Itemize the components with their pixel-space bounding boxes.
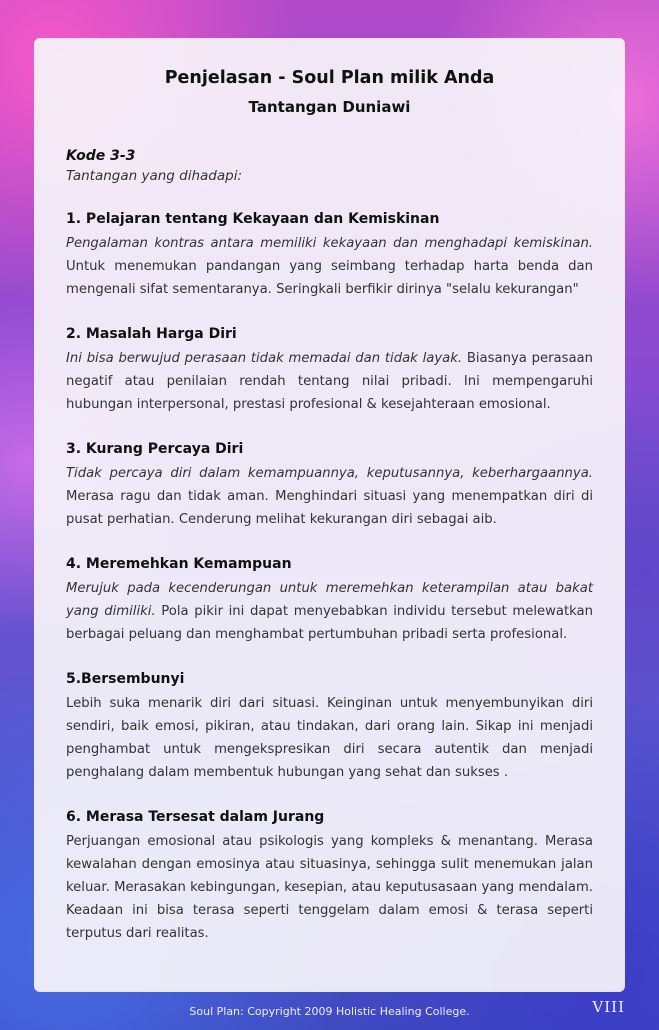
section-underestimating xyxy=(66,553,593,646)
page-number: VIII xyxy=(592,998,625,1016)
section-body xyxy=(66,577,593,646)
section-italic-text: Merujuk pada kecenderungan untuk meremehkan keterampilan atau bakat yang dimiliki. xyxy=(66,581,593,619)
section-italic-text: Tidak percaya diri dalam kemampuannya, keputusannya, keberhargaannya. xyxy=(66,466,593,481)
section-text: Lebih suka menarik diri dari situasi. Keinginan untuk menyembunyikan diri sendiri, baik emosi, pikiran, atau tindakan, dari orang lain. Sikap ini menjadi penghambat untuk mengekspresikan diri secara autentik dan menjadi penghalang dalam membentuk hubungan yang sehat dan sukses . xyxy=(66,696,593,780)
page-subtitle: Tantangan Duniawi xyxy=(248,98,411,116)
section-heading: 6. Merasa Tersesat dalam Jurang xyxy=(66,809,325,825)
section-heading: 5.Bersembunyi xyxy=(66,671,185,687)
section-text: Biasanya perasaan negatif atau penilaian rendah tentang nilai pribadi. Ini mempengaruhi hubungan interpersonal, prestasi profesional & kesejahteraan emosional. xyxy=(66,351,593,412)
section-heading: 4. Meremehkan Kemampuan xyxy=(66,556,292,572)
section-text: Untuk menemukan pandangan yang seimbang terhadap harta benda dan mengenali sifat sementaranya. Seringkali berfikir dirinya "selalu kekurangan" xyxy=(66,259,593,297)
section-body xyxy=(66,347,593,416)
section-heading: 1. Pelajaran tentang Kekayaan dan Kemiskinan xyxy=(66,211,440,227)
section-text: Merasa ragu dan tidak aman. Menghindari situasi yang menempatkan diri di pusat perhatian. Cenderung melihat kekurangan diri sebagai aib. xyxy=(66,489,593,527)
section-hiding xyxy=(66,668,593,784)
section-heading: 3. Kurang Percaya Diri xyxy=(66,441,244,457)
page-title: Penjelasan - Soul Plan milik Anda xyxy=(164,68,495,88)
content-card xyxy=(34,38,625,992)
copyright-footer: Soul Plan: Copyright 2009 Holistic Healing College. xyxy=(189,1005,470,1018)
section-wealth-poverty xyxy=(66,208,593,301)
section-low-confidence xyxy=(66,438,593,531)
section-text: Perjuangan emosional atau psikologis yang kompleks & menantang. Merasa kewalahan dengan emosinya atau situasinya, sehingga sulit menemukan jalan keluar. Merasakan kebingungan, kesepian, atau keputusasaan yang mendalam. Keadaan ini bisa terasa seperti tenggelam dalam emosi & terasa seperti terputus dari realitas. xyxy=(66,834,593,941)
section-lost-in-abyss xyxy=(66,806,593,945)
section-text: Pola pikir ini dapat menyebabkan individu tersebut melewatkan berbagai peluang dan menghambat pertumbuhan pribadi serta profesional. xyxy=(66,604,593,642)
section-italic-text: Pengalaman kontras antara memiliki kekayaan dan menghadapi kemiskinan. xyxy=(66,236,593,251)
section-self-worth xyxy=(66,323,593,416)
section-body xyxy=(66,692,593,784)
section-heading: 2. Masalah Harga Diri xyxy=(66,326,237,342)
section-body xyxy=(66,462,593,531)
section-italic-text: Ini bisa berwujud perasaan tidak memadai dan tidak layak. xyxy=(66,351,463,366)
section-body xyxy=(66,830,593,945)
code-label: Kode 3-3 xyxy=(66,148,136,164)
challenges-intro: Tantangan yang dihadapi: xyxy=(66,168,243,184)
section-body xyxy=(66,232,593,301)
